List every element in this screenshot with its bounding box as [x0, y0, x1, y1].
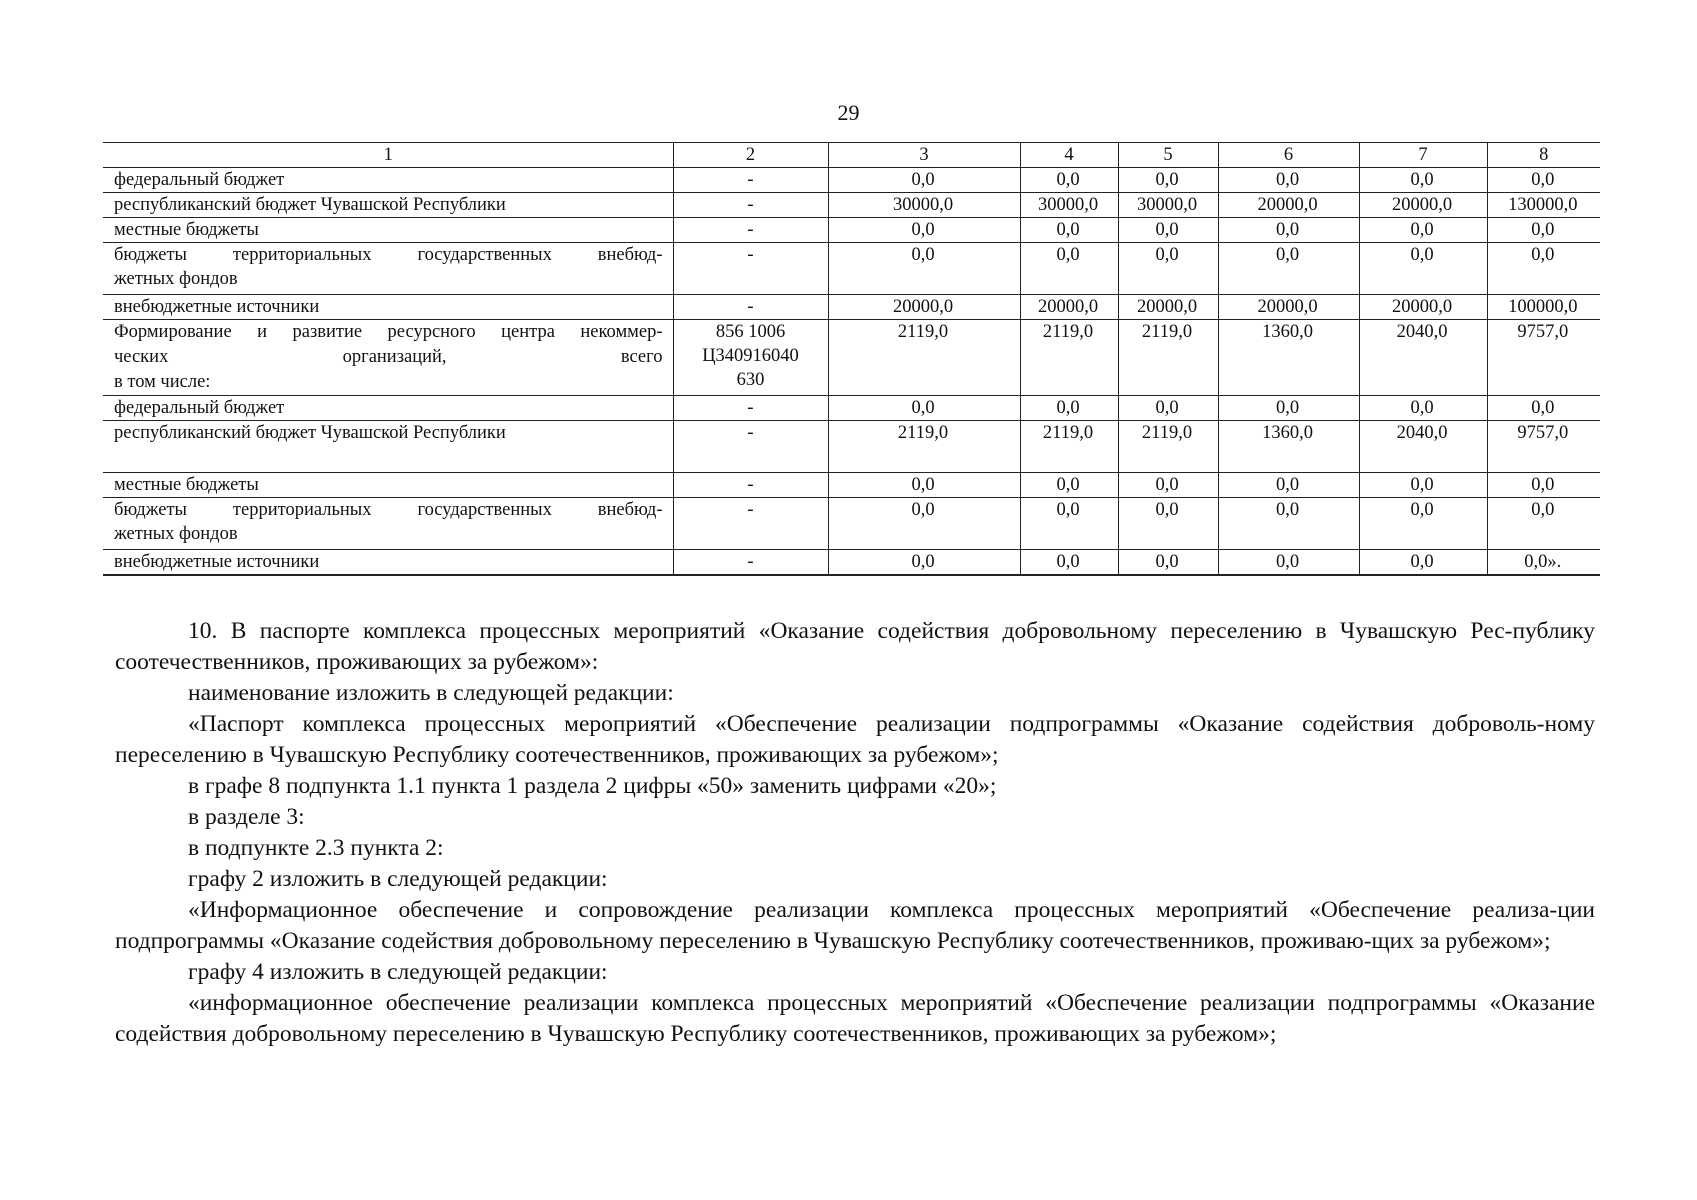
row-value: 0,0 [1118, 168, 1218, 193]
row-value: 2119,0 [1118, 320, 1218, 396]
row-value: 2040,0 [1359, 320, 1487, 396]
row-value: 0,0 [1218, 168, 1359, 193]
row-value: 0,0 [1359, 396, 1487, 421]
row-value: 20000,0 [1020, 295, 1118, 320]
row-value: 100000,0 [1487, 295, 1600, 320]
table-row [103, 550, 1600, 576]
row-value: 0,0 [1020, 473, 1118, 498]
row-code-line: 856 1006 [715, 322, 786, 342]
row-value: 1360,0 [1218, 421, 1359, 473]
row-value: 0,0 [1118, 396, 1218, 421]
row-label [103, 498, 673, 550]
row-value: 0,0 [1218, 243, 1359, 295]
row-code [673, 320, 828, 396]
row-label [103, 193, 673, 218]
row-value: 0,0 [1118, 218, 1218, 243]
row-value: 20000,0 [828, 295, 1020, 320]
row-code [673, 168, 828, 193]
row-value: 0,0 [1020, 243, 1118, 295]
paragraph: наименование изложить в следующей редакции: [188, 680, 674, 706]
row-value: 0,0 [1118, 473, 1218, 498]
row-value: 30000,0 [1020, 193, 1118, 218]
row-label-line: республиканский бюджет Чувашской Республики [114, 195, 506, 215]
column-header: 1 [103, 143, 673, 168]
row-label-line: Формирование и развитие ресурсного центра некоммер- [114, 322, 663, 342]
row-label [103, 421, 673, 473]
row-value: 0,0 [1487, 168, 1600, 193]
row-code-line: - [747, 245, 754, 265]
row-value: 2119,0 [1020, 421, 1118, 473]
row-value: 20000,0 [1218, 295, 1359, 320]
row-label-line: местные бюджеты [114, 220, 259, 240]
row-label-line: жетных фондов [114, 269, 238, 289]
row-code-line: 630 [736, 370, 765, 390]
table-header-row [103, 143, 1600, 168]
row-code [673, 396, 828, 421]
row-code-line: - [747, 195, 754, 215]
row-value: 0,0 [1359, 243, 1487, 295]
row-value: 0,0 [828, 498, 1020, 550]
row-code [673, 243, 828, 295]
row-value: 0,0 [1020, 498, 1118, 550]
row-value: 0,0 [1020, 218, 1118, 243]
row-label-line: жетных фондов [114, 524, 238, 544]
row-label [103, 295, 673, 320]
table-row [103, 498, 1600, 550]
row-value: 0,0 [1359, 473, 1487, 498]
row-value: 1360,0 [1218, 320, 1359, 396]
row-value: 0,0 [1020, 396, 1118, 421]
row-code-line: - [747, 500, 754, 520]
row-label-line: бюджеты территориальных государственных внебюд- [114, 500, 663, 520]
budget-table [103, 142, 1600, 576]
row-value: 20000,0 [1218, 193, 1359, 218]
row-code-line: - [747, 475, 754, 495]
row-value: 0,0 [1118, 550, 1218, 576]
column-header: 2 [673, 143, 828, 168]
row-value: 0,0 [828, 218, 1020, 243]
table-row [103, 218, 1600, 243]
column-header: 5 [1118, 143, 1218, 168]
row-code [673, 218, 828, 243]
row-value: 0,0 [1359, 498, 1487, 550]
row-value: 0,0 [1487, 396, 1600, 421]
row-value: 9757,0 [1487, 421, 1600, 473]
row-value: 20000,0 [1118, 295, 1218, 320]
table-row [103, 421, 1600, 473]
paragraph: 10. В паспорте комплекса процессных мероприятий «Оказание содействия добровольному переселению в Чувашскую Рес-публику соотечественников, проживающих за рубежом»: [115, 618, 1595, 675]
column-header: 7 [1359, 143, 1487, 168]
row-value: 0,0 [828, 473, 1020, 498]
table-row [103, 193, 1600, 218]
row-code-line: Ц340916040 [702, 346, 799, 366]
row-code [673, 295, 828, 320]
row-value: 20000,0 [1359, 193, 1487, 218]
row-value: 9757,0 [1487, 320, 1600, 396]
row-value: 0,0 [1218, 396, 1359, 421]
row-label-line: ческих организаций, всего [114, 347, 663, 367]
table-row [103, 168, 1600, 193]
row-code-line: - [747, 170, 754, 190]
row-label-line: федеральный бюджет [114, 170, 285, 190]
budget-table-body [103, 143, 1600, 576]
row-value: 0,0 [1020, 550, 1118, 576]
table-row [103, 320, 1600, 396]
row-label-line: бюджеты территориальных государственных внебюд- [114, 245, 663, 265]
row-value: 0,0 [1487, 218, 1600, 243]
row-value: 0,0 [1487, 473, 1600, 498]
row-value: 2119,0 [1020, 320, 1118, 396]
row-value: 0,0 [828, 168, 1020, 193]
row-value: 30000,0 [828, 193, 1020, 218]
row-code [673, 550, 828, 576]
paragraph: в подпункте 2.3 пункта 2: [188, 835, 444, 861]
row-value: 0,0 [1218, 498, 1359, 550]
row-value: 2119,0 [828, 320, 1020, 396]
row-code-line: - [747, 297, 754, 317]
row-value: 0,0 [1218, 218, 1359, 243]
table-row [103, 396, 1600, 421]
row-label [103, 168, 673, 193]
paragraph: «информационное обеспечение реализации комплекса процессных мероприятий «Обеспечение реализации подпрограммы «Оказание содействия добровольному переселению в Чувашскую Республику соотечественников, проживающих за рубежом»; [115, 990, 1595, 1047]
body-text [115, 616, 1595, 1050]
row-value: 2040,0 [1359, 421, 1487, 473]
row-value: 130000,0 [1487, 193, 1600, 218]
row-value: 0,0 [828, 550, 1020, 576]
row-value: 20000,0 [1359, 295, 1487, 320]
row-value: 0,0 [1359, 550, 1487, 576]
paragraph: «Информационное обеспечение и сопровождение реализации комплекса процессных мероприятий «Обеспечение реализа-ции подпрограммы «Оказание содействия добровольному переселению в Чувашскую Республику соотечественников, проживаю-щих за рубежом»; [115, 897, 1595, 954]
column-header: 6 [1218, 143, 1359, 168]
column-header: 4 [1020, 143, 1118, 168]
paragraph: «Паспорт комплекса процессных мероприятий «Обеспечение реализации подпрограммы «Оказание содействия доброволь-ному переселению в Чувашскую Республику соотечественников, проживающих за рубежом»; [115, 711, 1595, 768]
row-label-line: федеральный бюджет [114, 398, 285, 418]
paragraph: графу 4 изложить в следующей редакции: [188, 959, 608, 985]
table-row [103, 243, 1600, 295]
row-label-line: внебюджетные источники [114, 297, 320, 317]
row-value: 30000,0 [1118, 193, 1218, 218]
row-label-line: в том числе: [114, 372, 211, 392]
row-value: 0,0 [1487, 243, 1600, 295]
row-value: 0,0 [1359, 168, 1487, 193]
column-header: 3 [828, 143, 1020, 168]
row-value: 0,0 [1487, 498, 1600, 550]
column-header: 8 [1487, 143, 1600, 168]
paragraph: в разделе 3: [188, 804, 305, 830]
row-code [673, 473, 828, 498]
paragraph: графу 2 изложить в следующей редакции: [188, 866, 608, 892]
row-label-line: местные бюджеты [114, 475, 259, 495]
row-value: 0,0 [1118, 243, 1218, 295]
row-value: 2119,0 [828, 421, 1020, 473]
row-label-line: республиканский бюджет Чувашской Республики [114, 423, 506, 443]
row-value: 0,0 [1218, 473, 1359, 498]
row-code-line: - [747, 398, 754, 418]
table-row [103, 473, 1600, 498]
row-code [673, 498, 828, 550]
row-label [103, 473, 673, 498]
row-value: 0,0 [1359, 218, 1487, 243]
row-code [673, 421, 828, 473]
row-label [103, 550, 673, 576]
row-label-line: внебюджетные источники [114, 552, 320, 572]
row-value: 2119,0 [1118, 421, 1218, 473]
row-label [103, 218, 673, 243]
row-code [673, 193, 828, 218]
row-value: 0,0 [828, 396, 1020, 421]
page-number: 29 [837, 100, 860, 125]
row-value: 0,0 [1118, 498, 1218, 550]
row-code-line: - [747, 552, 754, 572]
row-value: 0,0 [1218, 550, 1359, 576]
row-code-line: - [747, 220, 754, 240]
paragraph: в графе 8 подпункта 1.1 пункта 1 раздела 2 цифры «50» заменить цифрами «20»; [188, 773, 997, 799]
table-row [103, 295, 1600, 320]
row-code-line: - [747, 423, 754, 443]
row-value: 0,0 [828, 243, 1020, 295]
row-label [103, 320, 673, 396]
row-value: 0,0 [1020, 168, 1118, 193]
row-value: 0,0». [1487, 550, 1600, 576]
row-label [103, 243, 673, 295]
row-label [103, 396, 673, 421]
